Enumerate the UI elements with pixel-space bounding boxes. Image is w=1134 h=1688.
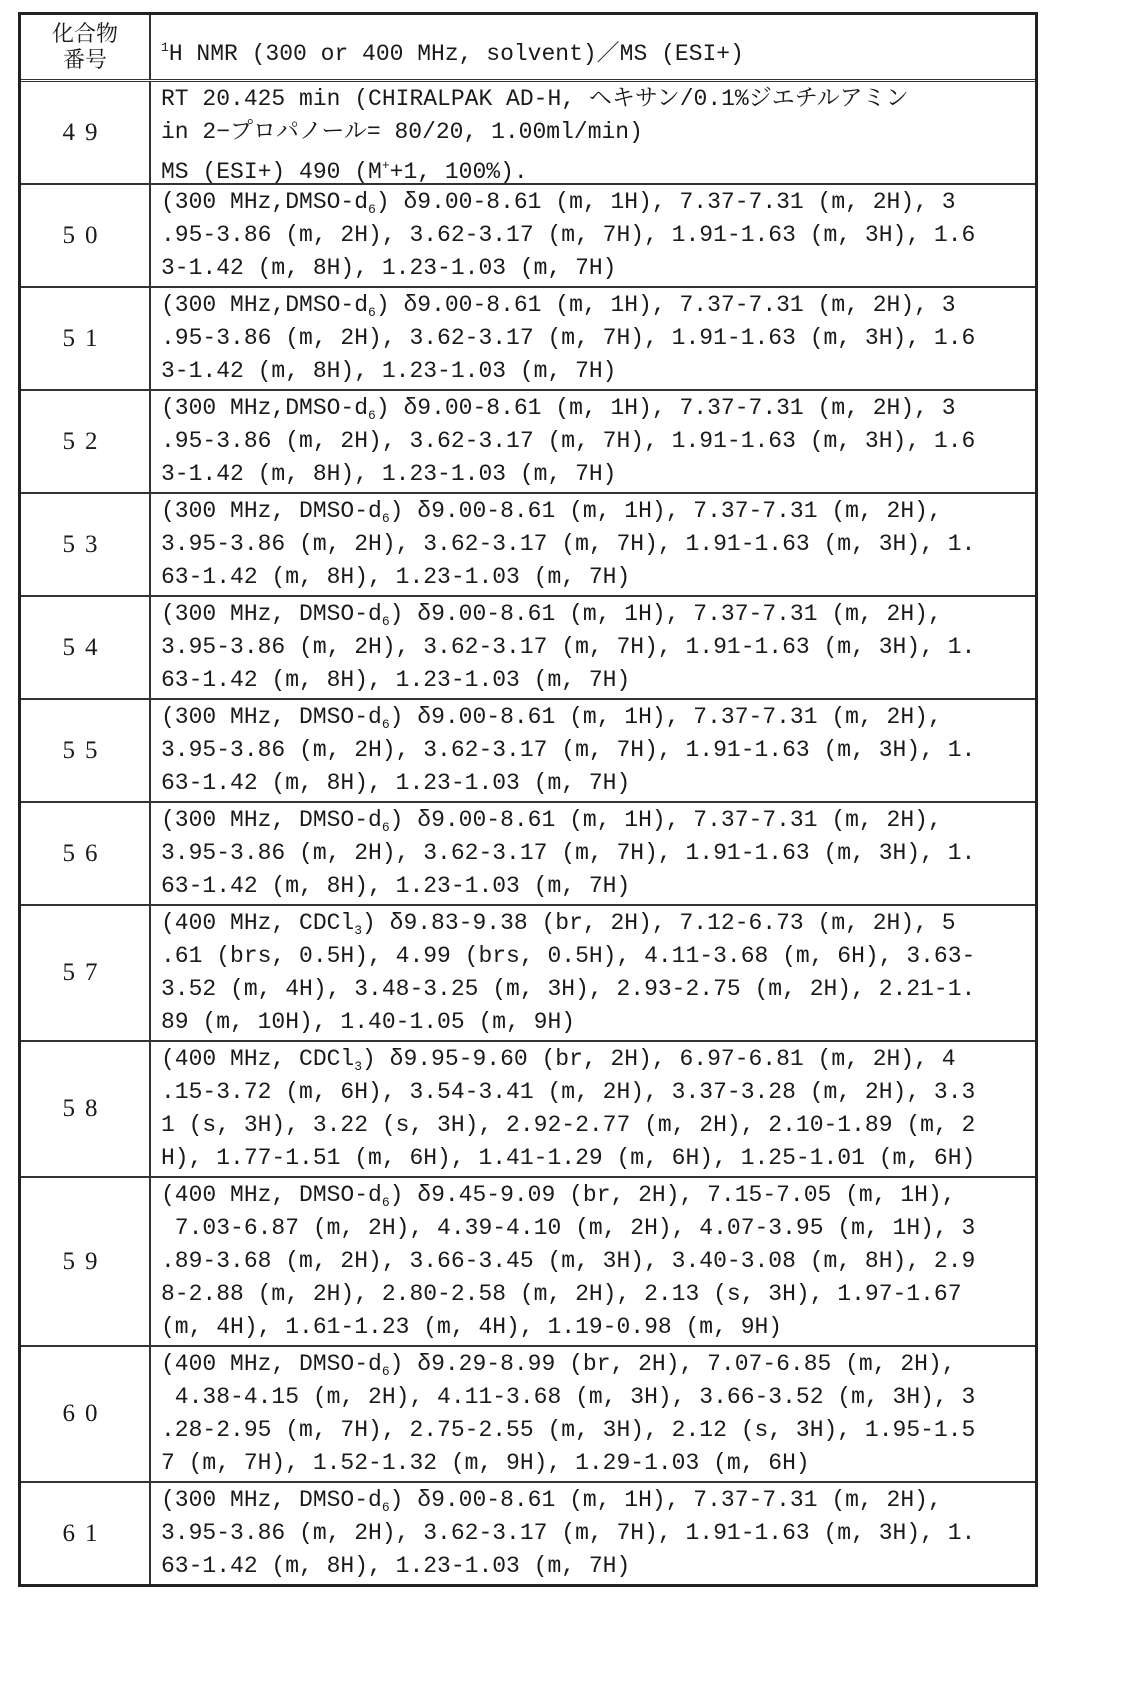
nmr-ms-data: [151, 494, 1035, 595]
text-segment: 3.95-3.86 (m, 2H), 3.62-3.17 (m, 7H), 1.91-1.63 (m, 3H), 1.: [161, 840, 975, 866]
text-segment: (400 MHz, DMSO-d: [161, 1182, 382, 1208]
table-row: [21, 1040, 1035, 1176]
data-line: [161, 1414, 1035, 1447]
text-segment: +: [382, 158, 390, 173]
text-segment: 7.03-6.87 (m, 2H), 4.39-4.10 (m, 2H), 4.07-3.95 (m, 1H), 3: [161, 1215, 975, 1241]
data-line: [161, 561, 1035, 594]
text-segment: .61 (brs, 0.5H), 4.99 (brs, 0.5H), 4.11-3.68 (m, 6H), 3.63-: [161, 943, 975, 969]
text-segment: 3: [354, 1059, 362, 1074]
data-line: [161, 186, 1035, 219]
text-segment: ) δ9.00-8.61 (m, 1H), 7.37-7.31 (m, 2H),: [390, 807, 942, 833]
compound-number: 58: [21, 1042, 151, 1176]
data-line: [161, 734, 1035, 767]
header-label-line: 番号: [63, 47, 107, 73]
text-segment: 3-1.42 (m, 8H), 1.23-1.03 (m, 7H): [161, 255, 616, 281]
text-segment: 6: [382, 820, 390, 835]
data-line: [161, 1076, 1035, 1109]
text-segment: .95-3.86 (m, 2H), 3.62-3.17 (m, 7H), 1.91-1.63 (m, 3H), 1.6: [161, 325, 975, 351]
text-segment: .95-3.86 (m, 2H), 3.62-3.17 (m, 7H), 1.91-1.63 (m, 3H), 1.6: [161, 428, 975, 454]
nmr-ms-data: [151, 906, 1035, 1040]
text-segment: 6: [382, 1364, 390, 1379]
nmr-ms-data: [151, 1042, 1035, 1176]
table-row: [21, 698, 1035, 801]
text-segment: (400 MHz, DMSO-d: [161, 1351, 382, 1377]
data-line: [161, 1278, 1035, 1311]
compound-number: 60: [21, 1347, 151, 1481]
compound-number: 53: [21, 494, 151, 595]
text-segment: 63-1.42 (m, 8H), 1.23-1.03 (m, 7H): [161, 873, 630, 899]
data-line: [161, 1348, 1035, 1381]
data-line: [161, 322, 1035, 355]
nmr-ms-header: [151, 15, 1035, 79]
data-line: [161, 907, 1035, 940]
data-line: [161, 425, 1035, 458]
data-line: [161, 973, 1035, 1006]
text-segment: .95-3.86 (m, 2H), 3.62-3.17 (m, 7H), 1.91-1.63 (m, 3H), 1.6: [161, 222, 975, 248]
text-segment: 3.95-3.86 (m, 2H), 3.62-3.17 (m, 7H), 1.91-1.63 (m, 3H), 1.: [161, 531, 975, 557]
text-segment: 6: [368, 305, 376, 320]
text-segment: 3-1.42 (m, 8H), 1.23-1.03 (m, 7H): [161, 461, 616, 487]
text-segment: 6: [382, 1195, 390, 1210]
table-row: [21, 79, 1035, 183]
text-segment: 6: [368, 202, 376, 217]
table-row: [21, 492, 1035, 595]
text-segment: 1: [161, 40, 169, 55]
text-segment: (400 MHz, CDCl: [161, 910, 354, 936]
table-row: [21, 389, 1035, 492]
text-segment: 4.38-4.15 (m, 2H), 4.11-3.68 (m, 3H), 3.66-3.52 (m, 3H), 3: [161, 1384, 975, 1410]
text-segment: (300 MHz, DMSO-d: [161, 1487, 382, 1513]
text-segment: ) δ9.29-8.99 (br, 2H), 7.07-6.85 (m, 2H),: [390, 1351, 956, 1377]
nmr-ms-data: [151, 185, 1035, 286]
table-row: [21, 904, 1035, 1040]
compound-number: 52: [21, 391, 151, 492]
nmr-ms-data: [151, 1178, 1035, 1345]
data-line: [161, 1447, 1035, 1480]
table-row: [21, 595, 1035, 698]
nmr-ms-data: [151, 82, 1035, 183]
data-line: [161, 1142, 1035, 1175]
nmr-ms-data: [151, 1483, 1035, 1584]
compound-number: 50: [21, 185, 151, 286]
data-line: [161, 1043, 1035, 1076]
data-line: [161, 458, 1035, 491]
text-segment: (300 MHz, DMSO-d: [161, 807, 382, 833]
text-segment: 7 (m, 7H), 1.52-1.32 (m, 9H), 1.29-1.03 (m, 6H): [161, 1450, 810, 1476]
text-segment: 63-1.42 (m, 8H), 1.23-1.03 (m, 7H): [161, 564, 630, 590]
table-row: [21, 1345, 1035, 1481]
text-segment: 6: [368, 408, 376, 423]
text-segment: (300 MHz,DMSO-d: [161, 292, 368, 318]
text-segment: .28-2.95 (m, 7H), 2.75-2.55 (m, 3H), 2.12 (s, 3H), 1.95-1.5: [161, 1417, 975, 1443]
data-line: [161, 1006, 1035, 1039]
compound-number: 57: [21, 906, 151, 1040]
data-line: [161, 355, 1035, 388]
data-line: [161, 392, 1035, 425]
nmr-ms-data: [151, 288, 1035, 389]
text-segment: 63-1.42 (m, 8H), 1.23-1.03 (m, 7H): [161, 770, 630, 796]
compound-number: 55: [21, 700, 151, 801]
data-line: [161, 767, 1035, 800]
text-segment: 63-1.42 (m, 8H), 1.23-1.03 (m, 7H): [161, 667, 630, 693]
nmr-ms-data: [151, 803, 1035, 904]
text-segment: (m, 4H), 1.61-1.23 (m, 4H), 1.19-0.98 (m, 9H): [161, 1314, 782, 1340]
text-segment: 63-1.42 (m, 8H), 1.23-1.03 (m, 7H): [161, 1553, 630, 1579]
table-row: [21, 801, 1035, 904]
text-segment: 3.95-3.86 (m, 2H), 3.62-3.17 (m, 7H), 1.91-1.63 (m, 3H), 1.: [161, 737, 975, 763]
data-line: [161, 1179, 1035, 1212]
compound-number: 56: [21, 803, 151, 904]
header-text: [161, 31, 744, 64]
data-line: [161, 495, 1035, 528]
data-line: [161, 1311, 1035, 1344]
text-segment: (300 MHz,DMSO-d: [161, 189, 368, 215]
text-segment: 6: [382, 1500, 390, 1515]
data-line: [161, 1109, 1035, 1142]
text-segment: 3-1.42 (m, 8H), 1.23-1.03 (m, 7H): [161, 358, 616, 384]
text-segment: (300 MHz, DMSO-d: [161, 498, 382, 524]
text-segment: ) δ9.83-9.38 (br, 2H), 7.12-6.73 (m, 2H), 5: [362, 910, 956, 936]
text-segment: 6: [382, 614, 390, 629]
data-line: [161, 804, 1035, 837]
text-segment: ) δ9.00-8.61 (m, 1H), 7.37-7.31 (m, 2H), 3: [376, 189, 956, 215]
text-segment: 3: [354, 923, 362, 938]
data-line: [161, 116, 1035, 149]
data-line: [161, 837, 1035, 870]
data-line: [161, 598, 1035, 631]
nmr-data-table: [18, 12, 1038, 1587]
data-line: [161, 1517, 1035, 1550]
nmr-ms-data: [151, 597, 1035, 698]
data-line: [161, 1212, 1035, 1245]
text-segment: .15-3.72 (m, 6H), 3.54-3.41 (m, 2H), 3.37-3.28 (m, 2H), 3.3: [161, 1079, 975, 1105]
text-segment: ) δ9.00-8.61 (m, 1H), 7.37-7.31 (m, 2H), 3: [376, 292, 956, 318]
text-segment: (300 MHz, DMSO-d: [161, 704, 382, 730]
text-segment: H), 1.77-1.51 (m, 6H), 1.41-1.29 (m, 6H), 1.25-1.01 (m, 6H): [161, 1145, 975, 1171]
compound-number: 51: [21, 288, 151, 389]
text-segment: ) δ9.00-8.61 (m, 1H), 7.37-7.31 (m, 2H),: [390, 498, 942, 524]
data-line: [161, 289, 1035, 322]
text-segment: 6: [382, 511, 390, 526]
data-line: [161, 1381, 1035, 1414]
text-segment: ) δ9.00-8.61 (m, 1H), 7.37-7.31 (m, 2H),: [390, 1487, 942, 1513]
data-line: [161, 631, 1035, 664]
text-segment: MS (ESI+) 490 (M: [161, 159, 382, 185]
text-segment: 3.52 (m, 4H), 3.48-3.25 (m, 3H), 2.93-2.75 (m, 2H), 2.21-1.: [161, 976, 975, 1002]
text-segment: ) δ9.95-9.60 (br, 2H), 6.97-6.81 (m, 2H), 4: [362, 1046, 956, 1072]
header-label-line: 化合物: [52, 21, 118, 47]
text-segment: 1 (s, 3H), 3.22 (s, 3H), 2.92-2.77 (m, 2H), 2.10-1.89 (m, 2: [161, 1112, 975, 1138]
text-segment: H NMR (300 or 400 MHz, solvent)／MS (ESI+): [169, 41, 744, 67]
compound-number-header: [21, 15, 151, 79]
compound-number: 59: [21, 1178, 151, 1345]
table-row: [21, 183, 1035, 286]
text-segment: .89-3.68 (m, 2H), 3.66-3.45 (m, 3H), 3.40-3.08 (m, 8H), 2.9: [161, 1248, 975, 1274]
data-line: [161, 701, 1035, 734]
table-header-row: [21, 15, 1035, 79]
text-segment: ) δ9.45-9.09 (br, 2H), 7.15-7.05 (m, 1H),: [390, 1182, 956, 1208]
data-line: [161, 149, 1035, 182]
text-segment: 3.95-3.86 (m, 2H), 3.62-3.17 (m, 7H), 1.91-1.63 (m, 3H), 1.: [161, 1520, 975, 1546]
text-segment: 8-2.88 (m, 2H), 2.80-2.58 (m, 2H), 2.13 (s, 3H), 1.97-1.67: [161, 1281, 962, 1307]
text-segment: (300 MHz,DMSO-d: [161, 395, 368, 421]
data-line: [161, 219, 1035, 252]
data-line: [161, 1550, 1035, 1583]
text-segment: (300 MHz, DMSO-d: [161, 601, 382, 627]
text-segment: ) δ9.00-8.61 (m, 1H), 7.37-7.31 (m, 2H), 3: [376, 395, 956, 421]
compound-number: 49: [21, 82, 151, 183]
data-line: [161, 1484, 1035, 1517]
compound-number: 61: [21, 1483, 151, 1584]
data-line: [161, 664, 1035, 697]
data-line: [161, 83, 1035, 116]
text-segment: 89 (m, 10H), 1.40-1.05 (m, 9H): [161, 1009, 575, 1035]
nmr-ms-data: [151, 1347, 1035, 1481]
data-line: [161, 940, 1035, 973]
table-row: [21, 286, 1035, 389]
data-line: [161, 252, 1035, 285]
text-segment: (400 MHz, CDCl: [161, 1046, 354, 1072]
table-row: [21, 1176, 1035, 1345]
text-segment: 3.95-3.86 (m, 2H), 3.62-3.17 (m, 7H), 1.91-1.63 (m, 3H), 1.: [161, 634, 975, 660]
data-line: [161, 870, 1035, 903]
text-segment: ) δ9.00-8.61 (m, 1H), 7.37-7.31 (m, 2H),: [390, 601, 942, 627]
table-row: [21, 1481, 1035, 1584]
nmr-ms-data: [151, 391, 1035, 492]
text-segment: 6: [382, 717, 390, 732]
text-segment: in 2−プロパノール= 80/20, 1.00ml/min): [161, 119, 643, 145]
compound-number: 54: [21, 597, 151, 698]
data-line: [161, 1245, 1035, 1278]
text-segment: +1, 100%).: [390, 159, 528, 185]
text-segment: ) δ9.00-8.61 (m, 1H), 7.37-7.31 (m, 2H),: [390, 704, 942, 730]
data-line: [161, 528, 1035, 561]
nmr-ms-data: [151, 700, 1035, 801]
text-segment: RT 20.425 min (CHIRALPAK AD-H, ヘキサン/0.1%ジエチルアミン: [161, 86, 909, 112]
